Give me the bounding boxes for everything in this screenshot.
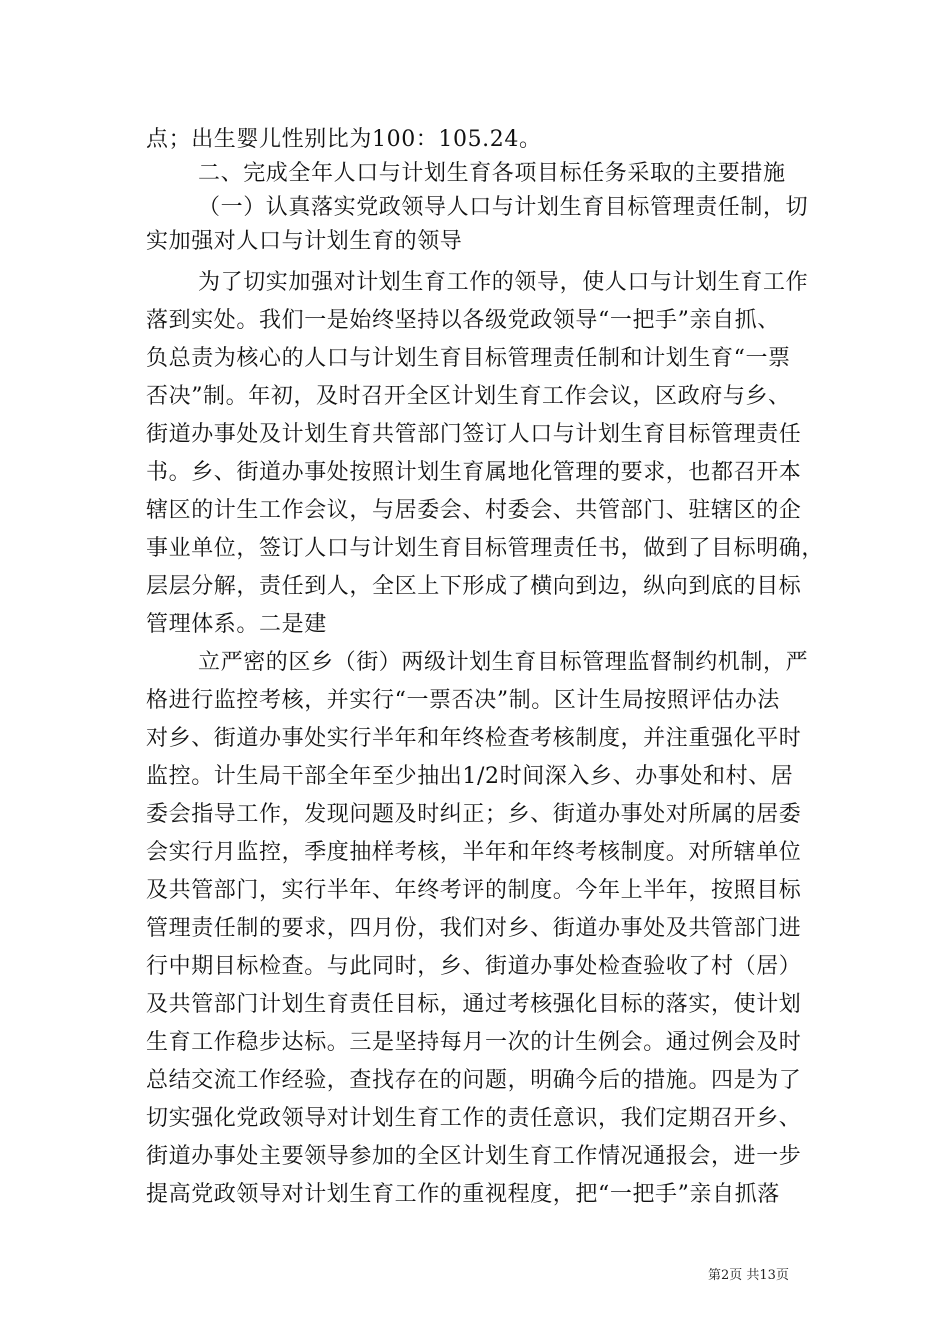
text-line: 点；出生婴儿性别比为100：105.24。 [146, 127, 542, 152]
text-line: 负总责为核心的人口与计划生育目标管理责任制和计划生育“一票 [146, 346, 791, 371]
text-line: 及共管部门，实行半年、年终考评的制度。今年上半年，按照目标 [146, 878, 802, 903]
text-line: 否决”制。年初，及时召开全区计划生育工作会议，区政府与乡、 [146, 384, 791, 409]
section-heading: 二、完成全年人口与计划生育各项目标任务采取的主要措施 [198, 161, 786, 186]
text-line: 对乡、街道办事处实行半年和年终检查考核制度，并注重强化平时 [146, 726, 802, 751]
text-line: 书。乡、街道办事处按照计划生育属地化管理的要求，也都召开本 [146, 460, 802, 485]
text-line: 为了切实加强对计划生育工作的领导，使人口与计划生育工作 [198, 270, 809, 295]
text-line: 街道办事处及计划生育共管部门签订人口与计划生育目标管理责任 [146, 422, 802, 447]
text-line: 及共管部门计划生育责任目标，通过考核强化目标的落实，使计划 [146, 992, 802, 1017]
text-line: 街道办事处主要领导参加的全区计划生育工作情况通报会，进一步 [146, 1144, 802, 1169]
subsection-heading: （一）认真落实党政领导人口与计划生育目标管理责任制，切 [198, 195, 809, 220]
text-line: 提高党政领导对计划生育工作的重视程度，把“一把手”亲自抓落 [146, 1182, 780, 1207]
text-line: 管理责任制的要求，四月份，我们对乡、街道办事处及共管部门进 [146, 916, 802, 941]
text-line: 格进行监控考核，并实行“一票否决”制。区计生局按照评估办法 [146, 688, 780, 713]
text-line: 委会指导工作，发现问题及时纠正；乡、街道办事处对所属的居委 [146, 802, 802, 827]
text-line: 层层分解，责任到人，全区上下形成了横向到边，纵向到底的目标 [146, 574, 802, 599]
text-line: 行中期目标检查。与此同时，乡、街道办事处检查验收了村（居） [146, 954, 802, 979]
text-line: 会实行月监控，季度抽样考核，半年和年终考核制度。对所辖单位 [146, 840, 802, 865]
text-line: 生育工作稳步达标。三是坚持每月一次的计生例会。通过例会及时 [146, 1030, 802, 1055]
subsection-heading: 实加强对人口与计划生育的领导 [146, 229, 463, 254]
text-line: 事业单位，签订人口与计划生育目标管理责任书，做到了目标明确， [146, 536, 825, 561]
page-number: 第2页 共13页 [708, 1268, 789, 1283]
text-line: 立严密的区乡（街）两级计划生育目标管理监督制约机制，严 [198, 650, 809, 675]
text-line: 监控。计生局干部全年至少抽出1/2时间深入乡、办事处和村、居 [146, 764, 794, 789]
text-line: 辖区的计生工作会议，与居委会、村委会、共管部门、驻辖区的企 [146, 498, 802, 523]
text-line: 落到实处。我们一是始终坚持以各级党政领导“一把手”亲自抓、 [146, 308, 780, 333]
text-line: 管理体系。二是建 [146, 612, 327, 637]
text-line: 切实强化党政领导对计划生育工作的责任意识，我们定期召开乡、 [146, 1106, 802, 1131]
text-line: 总结交流工作经验，查找存在的问题，明确今后的措施。四是为了 [146, 1068, 802, 1093]
